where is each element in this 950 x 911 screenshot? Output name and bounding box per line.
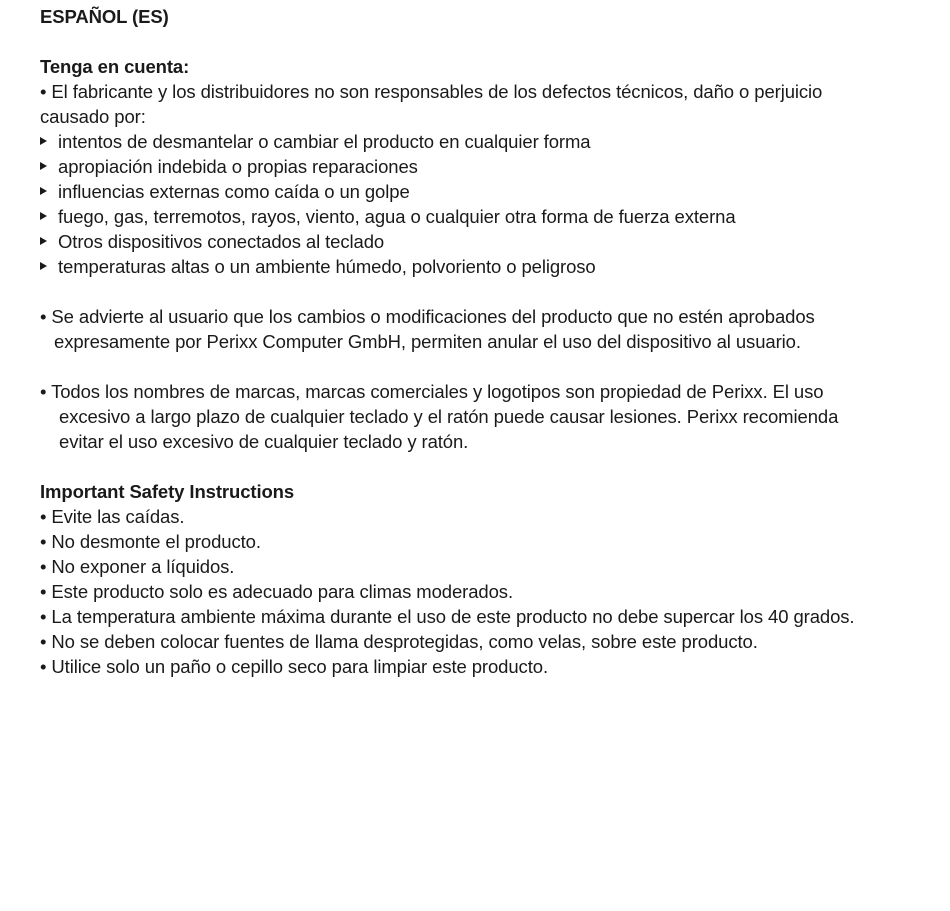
- safety-item: • No se deben colocar fuentes de llama desprotegidas, como velas, sobre este producto.: [40, 631, 758, 652]
- trademarks-line-1: • Todos los nombres de marcas, marcas comerciales y logotipos son propiedad de Perixx. El uso: [40, 381, 824, 402]
- document-page: [40, 4, 940, 679]
- notice-heading: Tenga en cuenta:: [40, 56, 190, 77]
- cause-item: [40, 129, 940, 154]
- modifications-line-2: expresamente por Perixx Computer GmbH, permiten anular el uso del dispositivo al usuario.: [54, 331, 801, 352]
- safety-item: • Evite las caídas.: [40, 506, 185, 527]
- cause-text: fuego, gas, terremotos, rayos, viento, agua o cualquier otra forma de fuerza externa: [58, 206, 736, 227]
- liability-line-1: • El fabricante y los distribuidores no son responsables de los defectos técnicos, daño o perjuicio: [40, 81, 823, 102]
- spacer: [40, 454, 940, 479]
- triangle-bullet-icon: [40, 237, 47, 245]
- triangle-bullet-icon: [40, 212, 47, 220]
- triangle-bullet-icon: [40, 262, 47, 270]
- safety-item: • No exponer a líquidos.: [40, 556, 235, 577]
- spacer: [40, 279, 940, 304]
- safety-item: • La temperatura ambiente máxima durante el uso de este producto no debe supercar los 40 grados.: [40, 606, 855, 627]
- cause-text: influencias externas como caída o un golpe: [58, 181, 410, 202]
- cause-item: [40, 229, 940, 254]
- causes-list: [40, 129, 940, 279]
- cause-item: [40, 204, 940, 229]
- safety-item: • No desmonte el producto.: [40, 531, 261, 552]
- triangle-bullet-icon: [40, 162, 47, 170]
- liability-line-2: causado por:: [40, 106, 146, 127]
- cause-text: intentos de desmantelar o cambiar el producto en cualquier forma: [58, 131, 591, 152]
- safety-item: • Utilice solo un paño o cepillo seco para limpiar este producto.: [40, 656, 548, 677]
- safety-heading: Important Safety Instructions: [40, 481, 295, 502]
- cause-item: [40, 179, 940, 204]
- trademarks-line-3: evitar el uso excesivo de cualquier teclado y ratón.: [59, 431, 469, 452]
- cause-text: Otros dispositivos conectados al teclado: [58, 231, 385, 252]
- trademarks-line-2: excesivo a largo plazo de cualquier teclado y el ratón puede causar lesiones. Perixx recomienda: [59, 406, 839, 427]
- modifications-line-1: • Se advierte al usuario que los cambios o modificaciones del producto que no estén aprobados: [40, 306, 815, 327]
- cause-text: apropiación indebida o propias reparaciones: [58, 156, 418, 177]
- cause-item: [40, 254, 940, 279]
- cause-text: temperaturas altas o un ambiente húmedo, polvoriento o peligroso: [58, 256, 596, 277]
- spacer: [40, 354, 940, 379]
- spacer: [40, 29, 940, 54]
- triangle-bullet-icon: [40, 137, 47, 145]
- safety-item: • Este producto solo es adecuado para climas moderados.: [40, 581, 513, 602]
- cause-item: [40, 154, 940, 179]
- triangle-bullet-icon: [40, 187, 47, 195]
- language-heading: ESPAÑOL (ES): [40, 6, 169, 27]
